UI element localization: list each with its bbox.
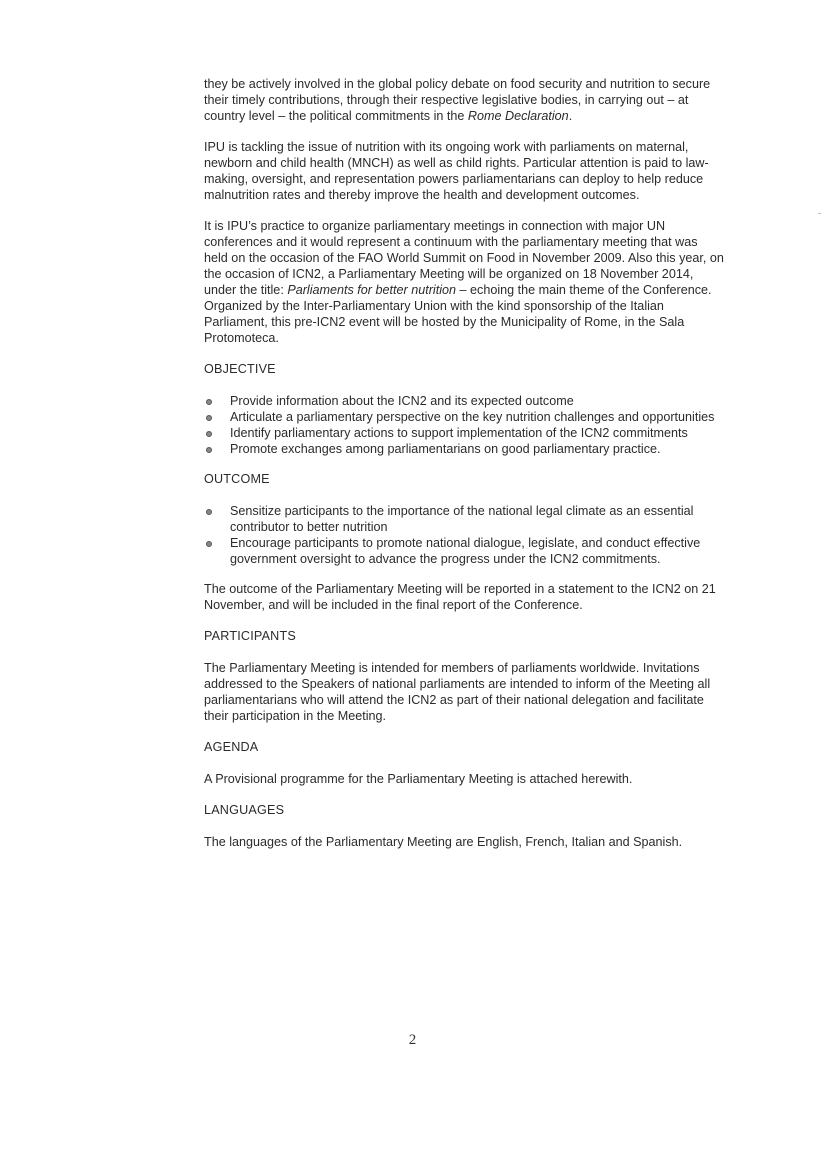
bullet-icon — [206, 509, 212, 515]
paragraph-text-end: – echoing the main theme of the Conference. Organized by the Inter-Parliamentary Union with the kind sponsorship of the Italian Parliament, this pre-ICN2 event will be hosted by the Municipality of Rome, in the Sala Protomoteca. — [204, 283, 712, 345]
participants-heading: PARTICIPANTS — [204, 629, 296, 643]
bullet-icon — [206, 399, 212, 405]
list-item: Promote exchanges among parliamentarians on good parliamentary practice. — [204, 441, 724, 457]
paragraph-ipu-nutrition: IPU is tackling the issue of nutrition with its ongoing work with parliaments on maternal, newborn and child health (MNCH) as well as child rights. Particular attention is paid to law-making, oversight, and representation powers parliamentarians can deploy to help reduce malnutrition rates and thereby improve the health and development outcomes. — [204, 140, 709, 202]
agenda-heading: AGENDA — [204, 740, 259, 754]
paragraph-text: It is IPU’s practice to organize parliamentary meetings in connection with major UN conferences and it would represent a continuum with the parliamentary meeting that was held on the occasion of the FAO World Summit on Food in November 2009. Also this year, on the occasion of ICN2, a Parliamentary Meeting will be organized on 18 November 2014, under the title: — [204, 219, 724, 297]
paragraph-italic-title: Rome Declaration — [467, 109, 569, 123]
objective-heading: OBJECTIVE — [204, 362, 276, 376]
paragraph-rome-declaration — [204, 76, 724, 124]
paragraph-italic-title: Parliaments for better nutrition — [287, 283, 457, 297]
participants-paragraph: The Parliamentary Meeting is intended for members of parliaments worldwide. Invitations addressed to the Speakers of national parliaments are intended to inform of the Meeting all parliamentarians who will attend the ICN2 as part of their national delegation and facilitate their participation in the Meeting. — [204, 661, 711, 723]
list-item: Sensitize participants to the importance of the national legal climate as an essential contributor to better nutrition — [204, 503, 724, 535]
paragraph-ipu-practice — [204, 218, 724, 346]
agenda-paragraph: A Provisional programme for the Parliamentary Meeting is attached herewith. — [204, 772, 633, 786]
list-item: Encourage participants to promote national dialogue, legislate, and conduct effective government oversight to advance the progress under the ICN2 commitments. — [204, 535, 724, 567]
languages-heading: LANGUAGES — [204, 803, 285, 817]
bullet-icon — [206, 541, 212, 547]
outcome-paragraph: The outcome of the Parliamentary Meeting will be reported in a statement to the ICN2 on 21 November, and will be included in the final report of the Conference. — [204, 582, 716, 612]
bullet-icon — [206, 415, 212, 421]
languages-paragraph: The languages of the Parliamentary Meeting are English, French, Italian and Spanish. — [204, 835, 683, 849]
bullet-icon — [206, 431, 212, 437]
list-item: Identify parliamentary actions to support implementation of the ICN2 commitments — [204, 425, 724, 441]
document-page — [204, 76, 724, 865]
scan-speck — [818, 213, 821, 214]
page-number: 2 — [408, 1032, 417, 1048]
list-item: Articulate a parliamentary perspective on the key nutrition challenges and opportunities — [204, 409, 724, 425]
list-item: Provide information about the ICN2 and its expected outcome — [204, 393, 724, 409]
outcome-heading: OUTCOME — [204, 472, 270, 486]
outcome-list — [204, 503, 724, 567]
bullet-icon — [206, 447, 212, 453]
paragraph-text: they be actively involved in the global policy debate on food security and nutrition to secure their timely contributions, through their respective legislative bodies, in carrying out – at country level – the political commitments in the — [204, 77, 711, 123]
objective-list — [204, 393, 724, 457]
paragraph-text-end: . — [568, 109, 573, 123]
